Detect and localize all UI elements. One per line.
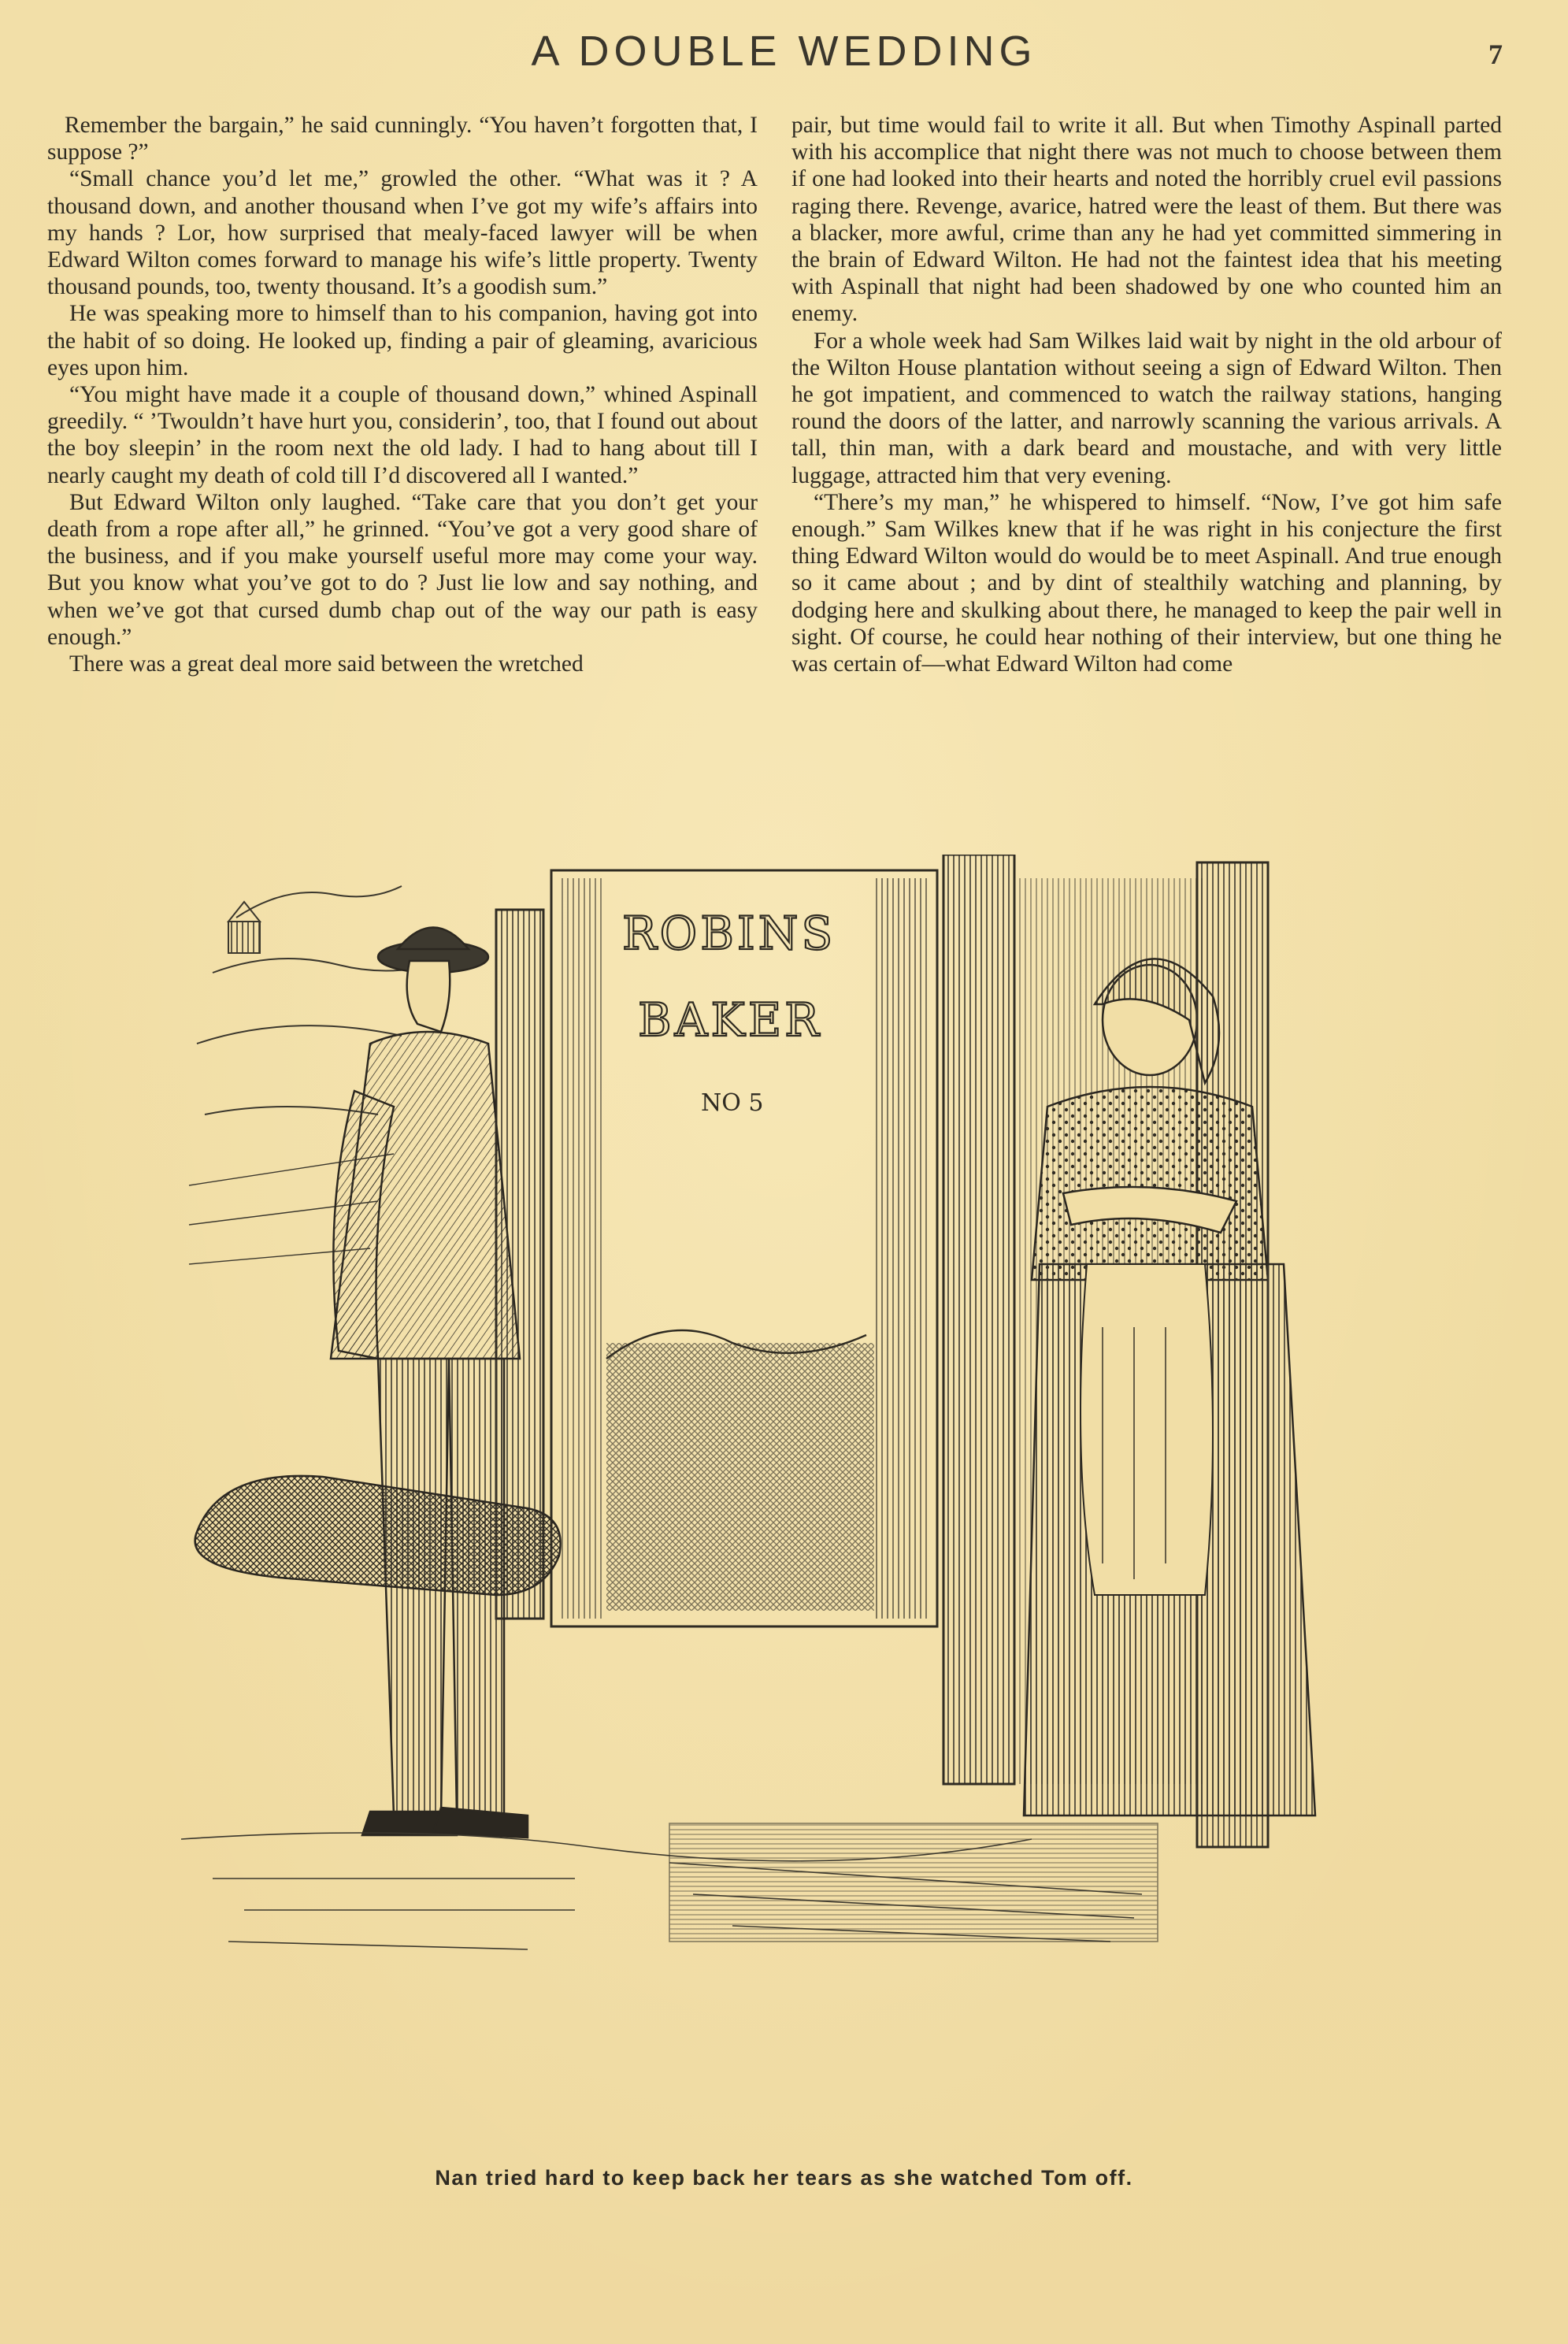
engraving-illustration: [181, 855, 1410, 2146]
paragraph: “Small chance you’d let me,” growled the other. “What was it ? A thousand down, and another thousand when I’ve got my wife’s affairs into my hands ? Lor, how surprised that mealy-faced lawyer will be when Edward Wilton comes forward to manage his wife’s little property. Twenty thousand pounds, too, twenty thousand. It’s a goodish sum.”: [47, 166, 758, 300]
illustration-caption: Nan tried hard to keep back her tears as she watched Tom off.: [435, 2166, 1133, 2190]
shop-sign-baker: BAKER: [638, 993, 822, 1047]
running-title: A DOUBLE WEDDING: [531, 28, 1037, 75]
paragraph: Remember the bargain,” he said cunningly. “You haven’t forgotten that, I suppose ?”: [47, 113, 758, 165]
page-number: 7: [1488, 39, 1503, 70]
paragraph: “There’s my man,” he whispered to himself. “Now, I’ve got him safe enough.” Sam Wilkes knew that if he was right in his conjecture the first thing Edward Wilton would do would be to meet Aspinall. And true enough so it came about ; and by dint of stealthily watching and planning, by dodging here and skulking about there, he managed to keep the pair well in sight. Of course, he could hear nothing of their interview, but one thing he was certain of—what Edward Wilton had come: [791, 489, 1502, 677]
ground-pavement: [181, 1823, 1158, 1949]
right-column: [791, 112, 1502, 677]
shop-sign-robins: ROBINS: [622, 907, 836, 960]
left-column: [47, 112, 758, 677]
paragraph: “You might have made it a couple of thousand down,” whined Aspinall greedily. “ ’Twouldn’t have hurt you, considerin’, too, that I found out about the boy sleepin’ in the room next the old lady. I had to hang about till I nearly caught my death of cold till I’d discovered all I wanted.”: [47, 382, 758, 488]
paragraph: But Edward Wilton only laughed. “Take care that you don’t get your death from a rope after all,” he grinned. “You’ve got a very good share of the business, and if you make yourself useful more may come your way. But you know what you’ve got to do ? Just lie low and say nothing, and when we’ve got that cursed dumb chap out of the way our path is easy enough.”: [47, 489, 758, 650]
paragraph: For a whole week had Sam Wilkes laid wait by night in the old arbour of the Wilton House plantation without seeing a sign of Edward Wilton. Then he got impatient, and commenced to watch the railway stations, hanging round the doors of the latter, and narrowly scanning the various arrivals. A tall, thin man, with a dark beard and moustache, and with very little luggage, attracted him that very evening.: [791, 328, 1502, 488]
paragraph: pair, but time would fail to write it all. But when Timothy Aspinall parted with his accomplice that night there was not much to choose between them if one had looked into their hearts and noted the horribly cruel evil passions raging there. Revenge, avarice, hatred were the least of them. But there was a blacker, more awful, crime than any he had yet committed simmering in the brain of Edward Wilton. He had not the faintest idea that his meeting with Aspinall that night had been shadowed by one who counted him an enemy.: [791, 113, 1502, 327]
shop-number: NO 5: [701, 1089, 764, 1117]
paragraph: There was a great deal more said between the wretched: [69, 651, 584, 677]
paragraph: He was speaking more to himself than to his companion, having got into the habit of so doing. He looked up, finding a pair of gleaming, avaricious eyes upon him.: [47, 301, 758, 380]
